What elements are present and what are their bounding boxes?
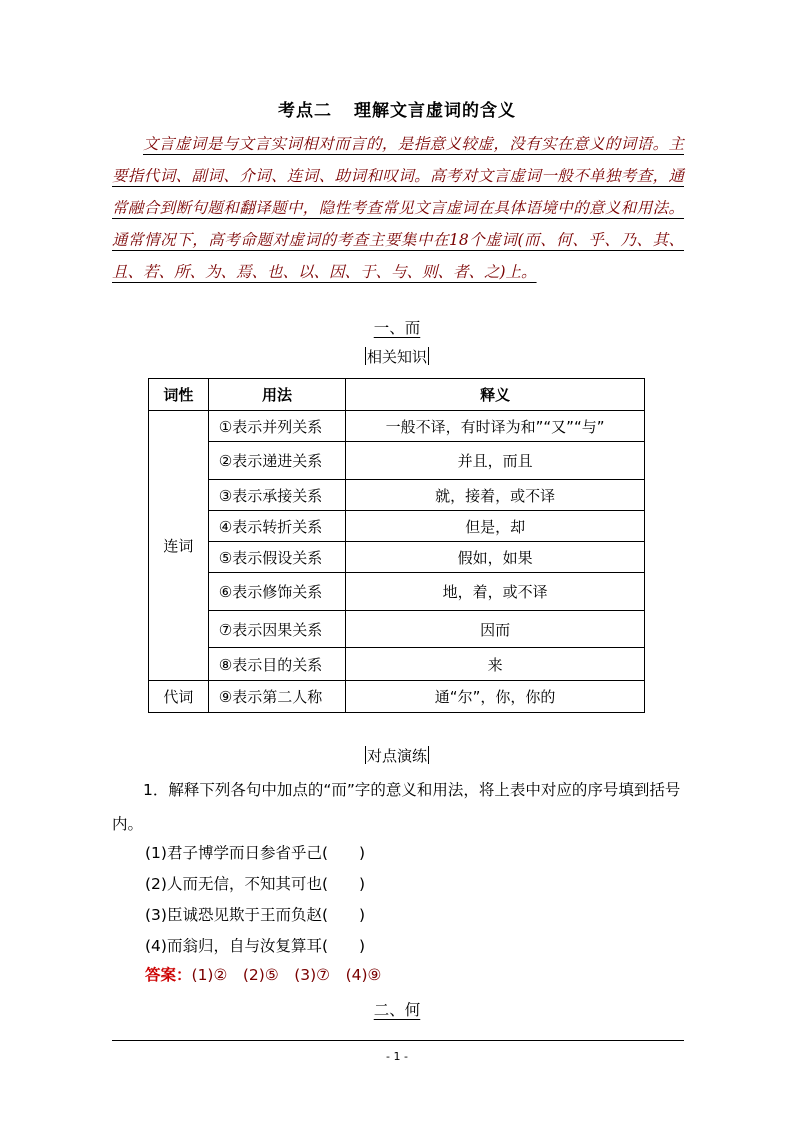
table-row bbox=[149, 442, 645, 480]
meaning-cell: 因而 bbox=[346, 611, 645, 648]
usage-table bbox=[148, 378, 645, 713]
table-row bbox=[149, 681, 645, 713]
table-row bbox=[149, 573, 645, 611]
table-row bbox=[149, 411, 645, 442]
group-conjunction: 连词 bbox=[149, 411, 209, 681]
group-pronoun: 代词 bbox=[149, 681, 209, 713]
use-cell: ①表示并列关系 bbox=[208, 411, 345, 442]
use-cell: ④表示转折关系 bbox=[208, 511, 345, 542]
table-row bbox=[149, 542, 645, 573]
meaning-cell: 但是，却 bbox=[346, 511, 645, 542]
meaning-cell: 通“尔”，你，你的 bbox=[346, 681, 645, 713]
question-1: 1．解释下列各句中加点的“而”字的意义和用法，将上表中对应的序号填到括号内。 bbox=[112, 781, 681, 833]
use-cell: ③表示承接关系 bbox=[208, 480, 345, 511]
table-row bbox=[149, 511, 645, 542]
answer-label: 答案： bbox=[145, 966, 192, 984]
meaning-cell: 假如，如果 bbox=[346, 542, 645, 573]
answer-line bbox=[145, 963, 381, 985]
page-number: - 1 - bbox=[386, 1050, 408, 1063]
use-cell: ⑧表示目的关系 bbox=[208, 648, 345, 681]
page-title bbox=[0, 96, 794, 121]
intro-paragraph bbox=[112, 128, 684, 288]
header-cixing: 词性 bbox=[149, 379, 209, 411]
use-cell: ⑦表示因果关系 bbox=[208, 611, 345, 648]
table-row bbox=[149, 611, 645, 648]
table-row bbox=[149, 480, 645, 511]
use-cell: ⑥表示修饰关系 bbox=[208, 573, 345, 611]
question-item-4: (4)而翁归，自与汝复算耳( ) bbox=[145, 937, 366, 955]
meaning-cell: 并且，而且 bbox=[346, 442, 645, 480]
intro-text: 文言虚词是与文言实词相对而言的，是指意义较虚，没有实在意义的词语。主要指代词、副词、介词、连词、助词和叹词。高考对文言虚词一般不单独考查，通常融合到断句题和翻译题中，隐性考查常见文言虚词在具体语境中的意义和用法。通常情况下，高考命题对虚词的考查主要集中在18个虚词(而、何、乎、乃、其、且、若、所、为、焉、也、以、因、于、与、则、者、之)上。 bbox=[112, 135, 684, 281]
footer-divider bbox=[112, 1040, 684, 1041]
title-part2: 理解文言虚词的含义 bbox=[354, 101, 516, 121]
section-heading-er: 一、而 bbox=[373, 319, 421, 337]
meaning-cell: 一般不译，有时译为和”“又”“与” bbox=[346, 411, 645, 442]
practice-label: 对点演练 bbox=[366, 747, 427, 765]
use-cell: ②表示递进关系 bbox=[208, 442, 345, 480]
meaning-cell: 就，接着，或不译 bbox=[346, 480, 645, 511]
question-item-2: (2)人而无信，不知其可也( ) bbox=[145, 875, 366, 893]
question-item-1: (1)君子博学而日参省乎己( ) bbox=[145, 844, 366, 862]
meaning-cell: 地，着，或不译 bbox=[346, 573, 645, 611]
header-shiyi: 释义 bbox=[346, 379, 645, 411]
section-heading-he: 二、何 bbox=[373, 1001, 421, 1019]
knowledge-label: 相关知识 bbox=[366, 348, 427, 366]
use-cell: ⑤表示假设关系 bbox=[208, 542, 345, 573]
table-header-row bbox=[149, 379, 645, 411]
use-cell: ⑨表示第二人称 bbox=[208, 681, 345, 713]
question-item-3: (3)臣诚恐见欺于王而负赵( ) bbox=[145, 906, 366, 924]
header-yongfa: 用法 bbox=[208, 379, 345, 411]
title-part1: 考点二 bbox=[278, 101, 332, 121]
table-row bbox=[149, 648, 645, 681]
answer-values: (1)② (2)⑤ (3)⑦ (4)⑨ bbox=[191, 966, 382, 984]
meaning-cell: 来 bbox=[346, 648, 645, 681]
